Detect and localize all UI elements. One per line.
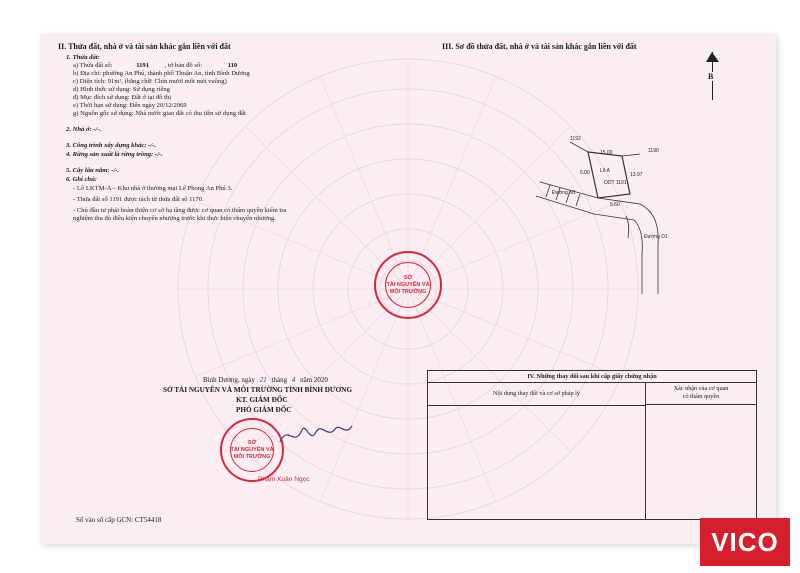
- dimension-side: 5.00: [580, 170, 590, 176]
- official-stamp-upper: [374, 251, 442, 319]
- official-stamp-lower: [220, 418, 284, 482]
- land-parcel-heading: 1. Thửa đất:: [66, 54, 100, 61]
- neighbor-parcel-1190: 1190: [648, 148, 659, 154]
- stamp-text: MÔI TRƯỜNG: [233, 454, 271, 460]
- stamp-text: SỞ: [247, 440, 257, 446]
- lot-label: Lô A: [600, 168, 611, 174]
- section-iii-title: III. Sơ đồ thửa đất, nhà ở và tài sản khác gắn liền với đất: [442, 42, 637, 51]
- note-item: nghiệm thu đủ điều kiện chuyển nhượng trước khi thực hiện chuyển nhượng.: [73, 215, 276, 222]
- road-d1-label: Đường D1: [644, 234, 668, 240]
- north-label: B: [708, 72, 714, 81]
- signer-title: PHÓ GIÁM ĐỐC: [236, 406, 292, 414]
- confirmation-header-line: Xác nhận của cơ quan: [673, 385, 729, 392]
- registry-number: Số vào sổ cấp GCN: CT54418: [76, 516, 162, 524]
- handwritten-signature: [276, 418, 356, 452]
- house-line: 2. Nhà ở: -/-.: [66, 126, 102, 133]
- usage-term-line: e) Thời hạn sử dụng: Đến ngày 20/12/2069: [73, 102, 187, 109]
- stamp-text: TÀI NGUYÊN VÀ: [386, 282, 430, 288]
- neighbor-parcel-1192: 1192: [570, 136, 581, 142]
- construction-line: 3. Công trình xây dựng khác: -/-.: [66, 142, 157, 149]
- signer-name: Phạm Xuân Ngọc: [258, 476, 310, 483]
- date-day: 21: [259, 376, 267, 384]
- note-item: - Lô LKTM-A – Khu nhà ở thương mại Lê Phong An Phú 3.: [73, 185, 233, 192]
- lot-code: ODT 1191: [604, 180, 627, 186]
- stamp-text: MÔI TRƯỜNG: [389, 289, 427, 295]
- section-ii-title: II. Thửa đất, nhà ở và tài sản khác gắn liền với đất: [58, 42, 231, 51]
- note-item: - Chủ đầu tư phải hoàn thiện cơ sở hạ tầng được cơ quan có thẩm quyền kiểm tra: [73, 207, 287, 214]
- forest-line: 4. Rừng sản xuất là rừng trồng: -/-.: [66, 151, 163, 158]
- vico-watermark-logo: VICO: [700, 518, 790, 566]
- date-prefix: Bình Dương, ngày: [203, 376, 256, 384]
- date-month-label: tháng: [271, 376, 288, 384]
- address-line: b) Địa chỉ: phường An Phú, thành phố Thuận An, tỉnh Bình Dương: [73, 70, 250, 77]
- north-arrow: [706, 52, 720, 102]
- usage-form-line: d) Hình thức sử dụng: Sử dụng riêng: [73, 86, 170, 93]
- column-divider: [645, 406, 646, 519]
- dimension-top: 15.00: [600, 150, 613, 156]
- notes-heading: 6. Ghi chú:: [66, 176, 97, 183]
- parcel-sketch: [530, 134, 710, 304]
- stamp-text: TÀI NGUYÊN VÀ: [230, 447, 274, 453]
- signing-authority: KT. GIÁM ĐỐC: [236, 396, 288, 404]
- parcel-number-value: 1191: [136, 62, 150, 69]
- road-n1-label: Đường N1: [552, 190, 576, 196]
- date-year: năm 2020: [300, 376, 328, 384]
- perennial-line: 5. Cây lâu năm: -/-.: [66, 167, 120, 174]
- issuing-agency: SỞ TÀI NGUYÊN VÀ MÔI TRƯỜNG TỈNH BÌNH DƯƠNG: [163, 386, 353, 394]
- north-arrow-icon: [706, 52, 719, 62]
- dimension-right: 13.97: [630, 172, 643, 178]
- dimension-bottom: 5.60: [610, 202, 620, 208]
- certificate-page: [40, 34, 776, 544]
- changes-confirmation-column-header: [646, 383, 756, 405]
- note-item: - Thửa đất số 1191 được tách từ thửa đất số 1170.: [73, 196, 204, 203]
- area-line: c) Diện tích: 91m², (bằng chữ: Chín mươi mốt mét vuông): [73, 78, 227, 85]
- map-sheet-label: , tờ bản đồ số:: [164, 62, 203, 69]
- usage-purpose-line: đ) Mục đích sử dụng: Đất ở tại đô thị: [73, 94, 172, 101]
- map-sheet-value: 110: [227, 62, 238, 69]
- date-month: 4: [291, 376, 296, 384]
- signing-date: [203, 376, 328, 384]
- changes-table: [427, 370, 757, 520]
- parcel-number-label: a) Thửa đất số:: [73, 62, 113, 69]
- changes-table-title: IV. Những thay đổi sau khi cấp giấy chứng nhận: [428, 371, 756, 383]
- confirmation-header-line: có thẩm quyền: [682, 393, 720, 400]
- stamp-text: SỞ: [403, 275, 413, 281]
- parcel-number-line: [73, 62, 237, 70]
- changes-content-column-header: Nội dung thay đổi và cơ sở pháp lý: [428, 383, 646, 406]
- usage-origin-line: g) Nguồn gốc sử dụng: Nhà nước giao đất có thu tiền sử dụng đất: [73, 110, 246, 117]
